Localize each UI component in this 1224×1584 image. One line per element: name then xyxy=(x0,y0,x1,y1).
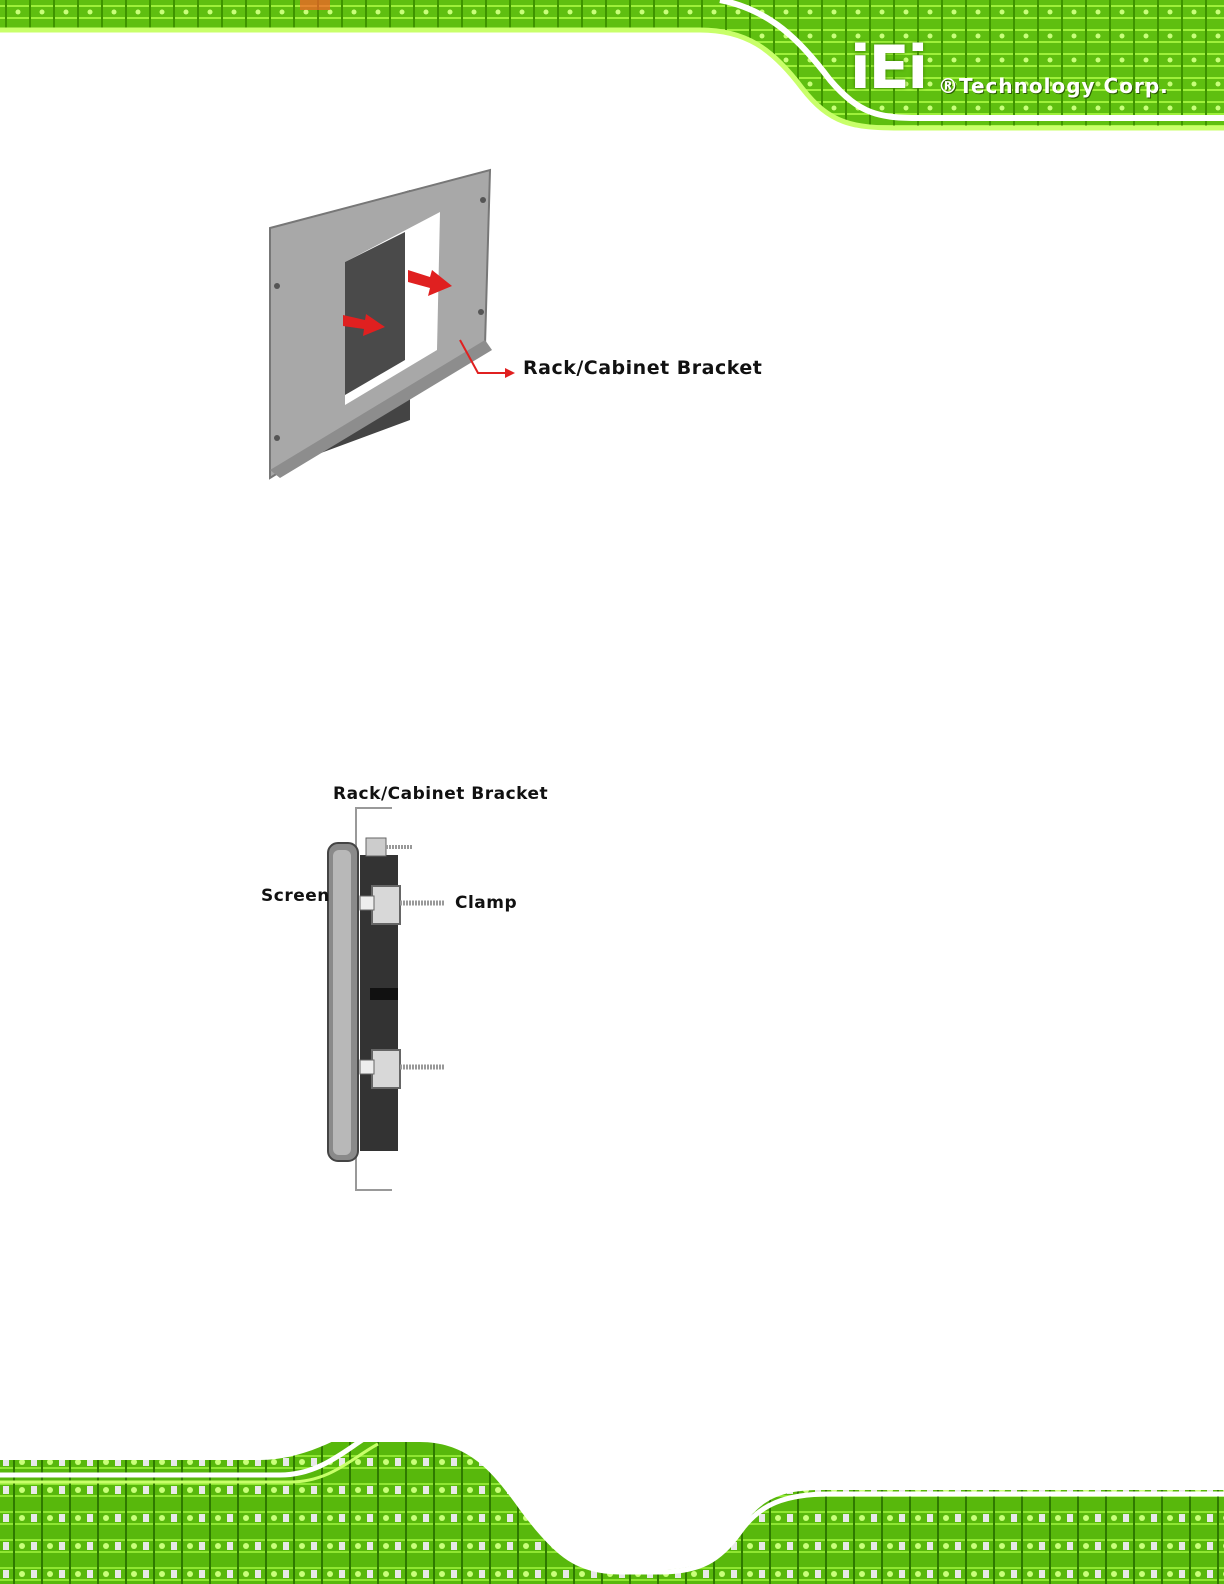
clamp-label: Clamp xyxy=(455,893,518,913)
brand-text: ®Technology Corp. xyxy=(938,74,1169,98)
side-bracket-label: Rack/Cabinet Bracket xyxy=(333,784,549,804)
screen-label: Screen xyxy=(261,886,330,906)
bracket-callout-label: Rack/Cabinet Bracket xyxy=(523,357,763,379)
clamp-lower xyxy=(372,1050,400,1088)
clamp-upper xyxy=(372,886,400,924)
footer-banner xyxy=(0,1420,1224,1584)
iei-logo: iEi xyxy=(850,33,927,103)
